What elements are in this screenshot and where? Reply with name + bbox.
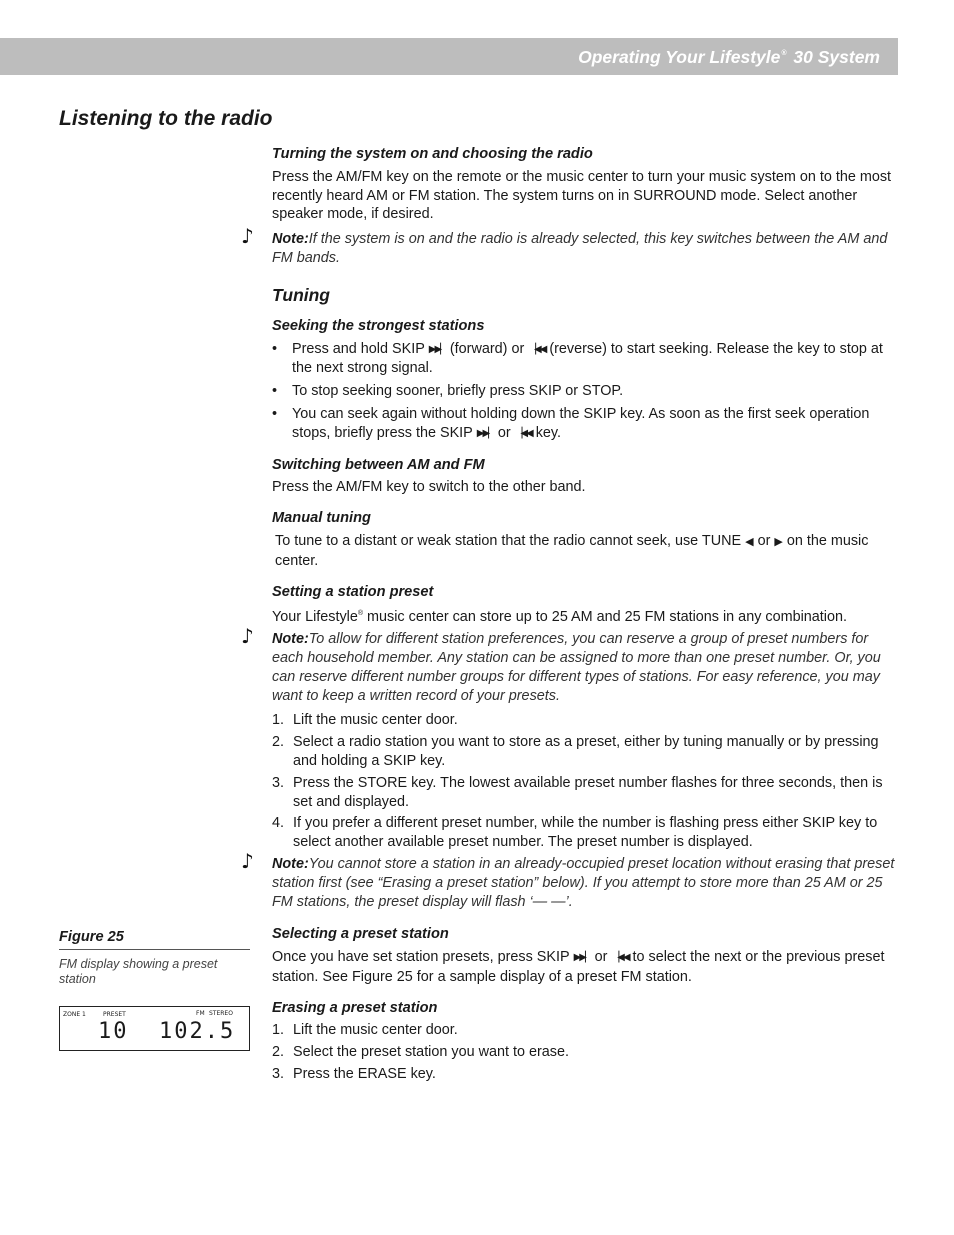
display-preset-label: PRESET xyxy=(103,1010,126,1018)
switch-heading: Switching between AM and FM xyxy=(272,456,485,473)
display-fm: FM xyxy=(196,1009,205,1017)
list-item: • To stop seeking sooner, briefly press SKIP or STOP. xyxy=(272,382,898,401)
tuning-title: Tuning xyxy=(272,284,330,305)
music-note-icon: ♪ xyxy=(241,624,254,649)
figure-25 xyxy=(59,928,250,1051)
preset-steps xyxy=(272,711,898,852)
erase-heading: Erasing a preset station xyxy=(272,999,438,1016)
main-content xyxy=(241,145,898,1096)
seek-section xyxy=(272,317,898,444)
preset-heading: Setting a station preset xyxy=(272,583,434,600)
figure-title: Figure 25 xyxy=(59,928,250,950)
preset-note: ♪ Note:To allow for different station preferences, you can reserve a group of preset numbers for each household member. Any station can be assigned to more than one preset number. Or, you can reserve different number groups for different types of stations. For easy reference, you may want to keep a written record of your presets. xyxy=(241,624,881,704)
music-note-icon: ♪ xyxy=(241,224,254,249)
seek-heading: Seeking the strongest stations xyxy=(272,317,485,334)
skip-reverse-icon: ▕◀◀ xyxy=(514,427,532,439)
header-title: Operating Your Lifestyle® 30 System xyxy=(578,47,880,67)
select-preset-section xyxy=(272,925,898,986)
preset-section xyxy=(241,583,898,912)
skip-reverse-icon: ▕◀◀ xyxy=(611,952,629,964)
display-frequency: 102.5 xyxy=(159,1018,236,1044)
preset-note-2: ♪ Note:You cannot store a station in an already-occupied preset location without erasing that preset station first (see “Erasing a preset station” below). If you attempt to store more than 25 AM or 25 FM stations, the preset display will flash ‘— —’. xyxy=(241,848,895,910)
display-stereo: STEREO xyxy=(209,1009,233,1017)
list-item: 3. Press the ERASE key. xyxy=(272,1066,436,1083)
list-item: 4. If you prefer a different preset number, while the number is flashing press either SKIP key to select another available preset number. The preset number is displayed. xyxy=(272,815,878,851)
turning-on-heading: Turning the system on and choosing the radio xyxy=(272,146,593,162)
manual-section xyxy=(272,509,898,570)
list-item: 1. Lift the music center door. xyxy=(272,712,458,729)
turning-on-section xyxy=(241,145,898,268)
list-item: 2. Select the preset station you want to erase. xyxy=(272,1044,569,1061)
select-body: Once you have set station presets, press SKIP ▶▶▏ or ▕◀◀ to select the next or the previous preset station. See Figure 25 for a sample display of a preset FM station. xyxy=(272,949,885,985)
list-item: 3. Press the STORE key. The lowest available preset number flashes for three seconds, then is set and displayed. xyxy=(272,774,883,810)
music-note-icon: ♪ xyxy=(241,848,254,873)
manual-heading: Manual tuning xyxy=(272,510,371,527)
skip-forward-icon: ▶▶▏ xyxy=(573,952,591,964)
list-item: 1. Lift the music center door. xyxy=(272,1022,458,1039)
erase-steps xyxy=(272,1021,898,1083)
erase-preset-section xyxy=(272,999,898,1084)
skip-forward-icon: ▶▶▏ xyxy=(476,427,494,439)
header-bar xyxy=(0,38,898,75)
turning-on-body: Press the AM/FM key on the remote or the music center to turn your music system on to the most recently heard AM or FM station. The system turns on in SURROUND mode. Select another speaker mode, if desired. xyxy=(272,168,892,223)
display-preset-number: 10 xyxy=(98,1018,129,1044)
page-title: Listening to the radio xyxy=(59,107,273,130)
preset-body: Your Lifestyle® music center can store up to 25 AM and 25 FM stations in any combination. xyxy=(272,609,847,626)
select-heading: Selecting a preset station xyxy=(272,926,449,943)
switch-section xyxy=(272,456,898,498)
manual-body: To tune to a distant or weak station that the radio cannot seek, use TUNE ◀ or ▶ on the music center. xyxy=(275,532,869,569)
note-text: If the system is on and the radio is already selected, this key switches between the AM and FM bands. xyxy=(272,231,888,266)
tune-right-arrow-icon: ▶ xyxy=(774,534,783,548)
switch-body: Press the AM/FM key to switch to the other band. xyxy=(272,479,586,496)
seek-list xyxy=(272,340,898,444)
figure-caption: FM display showing a preset station xyxy=(59,956,218,986)
fm-display xyxy=(59,1006,250,1051)
list-item: 2. Select a radio station you want to store as a preset, either by tuning manually or by pressing and holding a SKIP key. xyxy=(272,734,879,769)
tune-left-arrow-icon: ◀ xyxy=(745,534,754,548)
list-item: • You can seek again without holding down the SKIP key. As soon as the first seek operation stops, briefly press the SKIP ▶▶▏ or ▕◀◀ key. xyxy=(272,405,898,444)
display-zone: ZONE 1 xyxy=(63,1010,86,1018)
skip-reverse-icon: ▕◀◀ xyxy=(528,343,546,355)
list-item: • Press and hold SKIP ▶▶▏ (forward) or ▕◀◀ (reverse) to start seeking. Release the key to stop at the next strong signal. xyxy=(272,340,898,379)
skip-forward-icon: ▶▶▏ xyxy=(428,343,446,355)
note-label: Note: xyxy=(272,231,309,248)
turning-on-note xyxy=(241,224,898,268)
